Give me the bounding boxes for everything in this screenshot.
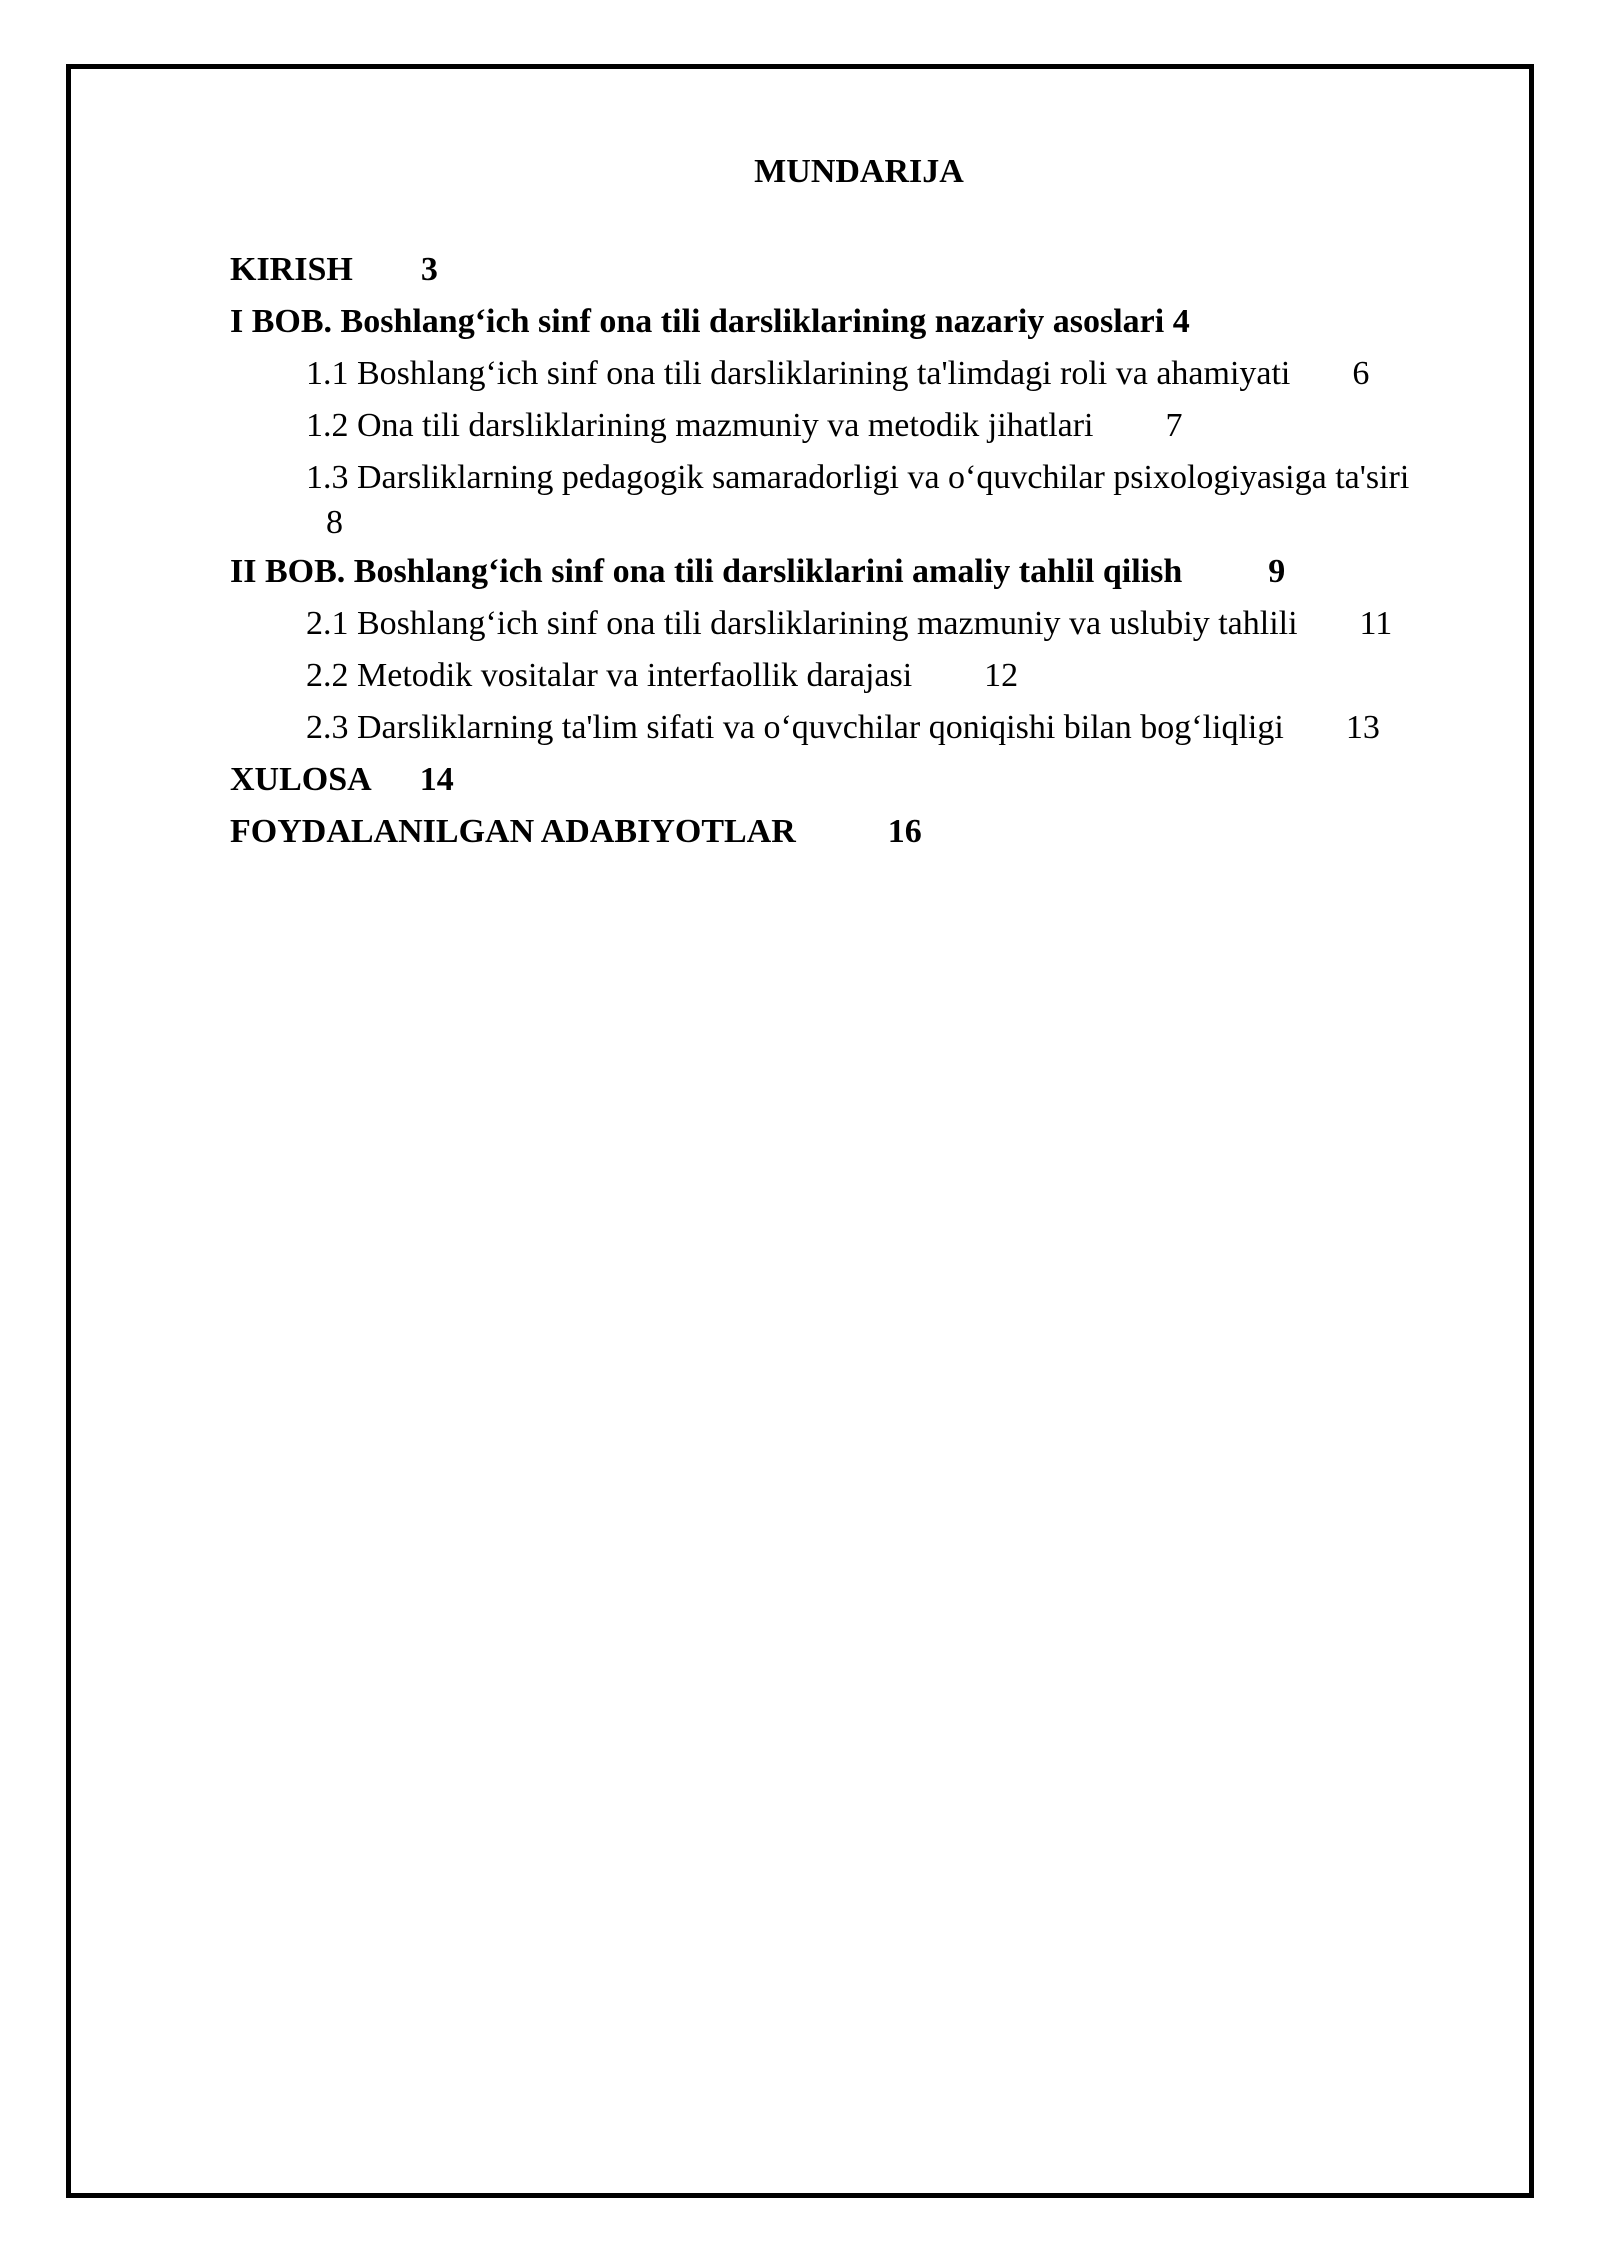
toc-entry-page: 12 bbox=[984, 657, 1019, 694]
toc-entry-page: 16 bbox=[887, 813, 922, 850]
table-of-contents bbox=[230, 244, 1460, 858]
toc-entry-section-1-1[interactable] bbox=[230, 348, 1460, 400]
toc-entry-page: 9 bbox=[1268, 553, 1286, 590]
toc-entry-kirish[interactable] bbox=[230, 244, 1460, 296]
toc-entry-label: 2.3 Darsliklarning ta'lim sifati va o‘quvchilar qoniqishi bilan bog‘liqligi bbox=[306, 709, 1284, 746]
toc-entry-page: 11 bbox=[1359, 605, 1393, 642]
toc-entry-label: 1.2 Ona tili darsliklarining mazmuniy va metodik jihatlari bbox=[306, 407, 1094, 444]
toc-entry-page: 4 bbox=[1172, 303, 1190, 340]
toc-entry-section-2-1[interactable] bbox=[230, 598, 1460, 650]
toc-entry-label: 1.3 Darsliklarning pedagogik samaradorligi va o‘quvchilar psixologiyasiga ta'siri bbox=[306, 459, 1410, 496]
toc-entry-label: 2.1 Boshlang‘ich sinf ona tili darsliklarining mazmuniy va uslubiy tahlili bbox=[306, 605, 1298, 642]
toc-entry-label: FOYDALANILGAN ADABIYOTLAR bbox=[230, 813, 796, 850]
document-title: MUNDARIJA bbox=[754, 153, 964, 190]
toc-entry-section-1-2[interactable] bbox=[230, 400, 1460, 452]
toc-entry-page: 6 bbox=[1352, 355, 1370, 392]
toc-entry-chapter-1[interactable] bbox=[230, 296, 1460, 348]
toc-entry-label: XULOSA bbox=[230, 761, 372, 798]
toc-entry-xulosa[interactable] bbox=[230, 754, 1460, 806]
toc-entry-page: 8 bbox=[326, 504, 343, 541]
toc-entry-page: 7 bbox=[1165, 407, 1183, 444]
toc-entry-label: II BOB. Boshlang‘ich sinf ona tili darsliklarini amaliy tahlil qilish bbox=[230, 553, 1183, 590]
toc-entry-label: 1.1 Boshlang‘ich sinf ona tili darsliklarining ta'limdagi roli va ahamiyati bbox=[306, 355, 1291, 392]
toc-entry-section-1-3[interactable] bbox=[230, 452, 1460, 546]
toc-entry-section-2-3[interactable] bbox=[230, 702, 1460, 754]
toc-entry-label: 2.2 Metodik vositalar va interfaollik darajasi bbox=[306, 657, 913, 694]
toc-entry-section-2-2[interactable] bbox=[230, 650, 1460, 702]
toc-entry-label: KIRISH bbox=[230, 251, 353, 288]
toc-entry-label: I BOB. Boshlang‘ich sinf ona tili darsliklarining nazariy asoslari bbox=[230, 303, 1165, 340]
toc-entry-page: 3 bbox=[420, 251, 438, 288]
toc-entry-chapter-2[interactable] bbox=[230, 546, 1460, 598]
toc-entry-references[interactable] bbox=[230, 806, 1460, 858]
toc-entry-page: 13 bbox=[1345, 709, 1380, 746]
toc-entry-page: 14 bbox=[419, 761, 454, 798]
